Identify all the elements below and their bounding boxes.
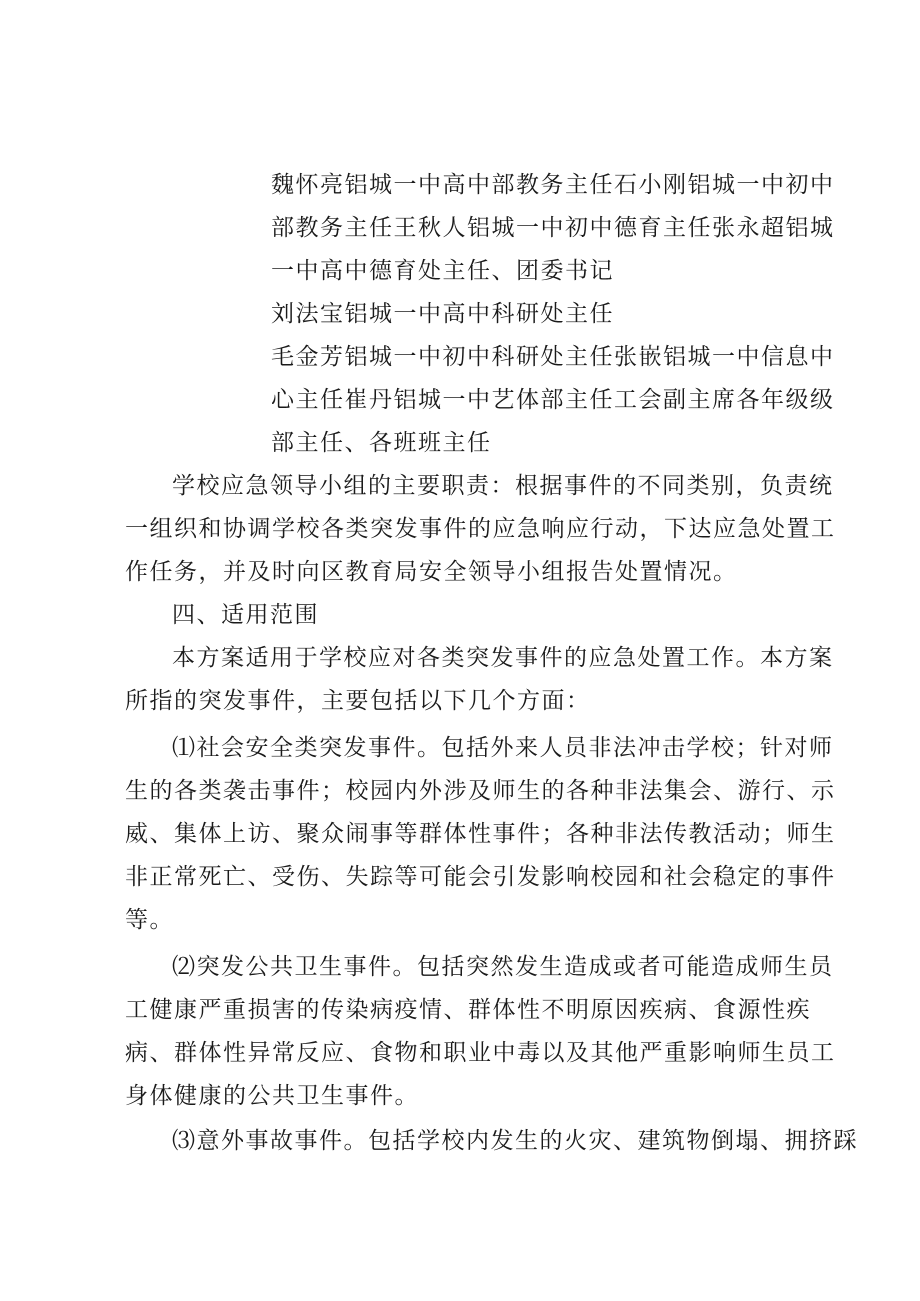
item1-line: 非正常死亡、受伤、失踪等可能会引发影响校园和社会稳定的事件 (125, 864, 836, 890)
member-line: 魏怀亮铝城一中高中部教务主任石小刚铝城一中初中 (271, 172, 835, 198)
member-line: 毛金芳铝城一中初中科研处主任张嵌铝城一中信息中 (271, 344, 835, 370)
item2-line: ⑵突发公共卫生事件。包括突然发生造成或者可能造成师生员 (172, 954, 834, 980)
scope-line: 所指的突发事件，主要包括以下几个方面： (125, 688, 591, 714)
member-line: 心主任崔丹铝城一中艺体部主任工会副主席各年级级 (271, 387, 835, 413)
item2-line: 工健康严重损害的传染病疫情、群体性不明原因疾病、食源性疾 (125, 997, 811, 1023)
scope-line: 本方案适用于学校应对各类突发事件的应急处置工作。本方案 (172, 645, 834, 671)
item1-line: 等。 (125, 907, 174, 933)
member-line: 刘法宝铝城一中高中科研处主任 (271, 301, 614, 327)
item1-line: 威、集体上访、聚众闹事等群体性事件；各种非法传教活动；师生 (125, 821, 836, 847)
member-line: 部教务主任王秋人铝城一中初中德育主任张永超铝城 (271, 215, 835, 241)
item3-line: ⑶意外事故事件。包括学校内发生的火灾、建筑物倒塌、拥挤踩 (172, 1128, 858, 1154)
item1-line: 生的各类袭击事件；校园内外涉及师生的各种非法集会、游行、示 (125, 778, 836, 804)
member-line: 部主任、各班班主任 (271, 430, 492, 456)
duties-line: 一组织和协调学校各类突发事件的应急响应行动，下达应急处置工 (125, 516, 836, 542)
item2-line: 身体健康的公共卫生事件。 (125, 1083, 419, 1109)
item2-line: 病、群体性异常反应、食物和职业中毒以及其他严重影响师生员工 (125, 1040, 836, 1066)
section-heading: 四、适用范围 (172, 602, 319, 628)
duties-line: 作任务，并及时向区教育局安全领导小组报告处置情况。 (125, 559, 738, 585)
item1-line: ⑴社会安全类突发事件。包括外来人员非法冲击学校；针对师 (172, 735, 834, 761)
member-line: 一中高中德育处主任、团委书记 (271, 258, 614, 284)
duties-line: 学校应急领导小组的主要职责：根据事件的不同类别，负责统 (172, 473, 834, 499)
